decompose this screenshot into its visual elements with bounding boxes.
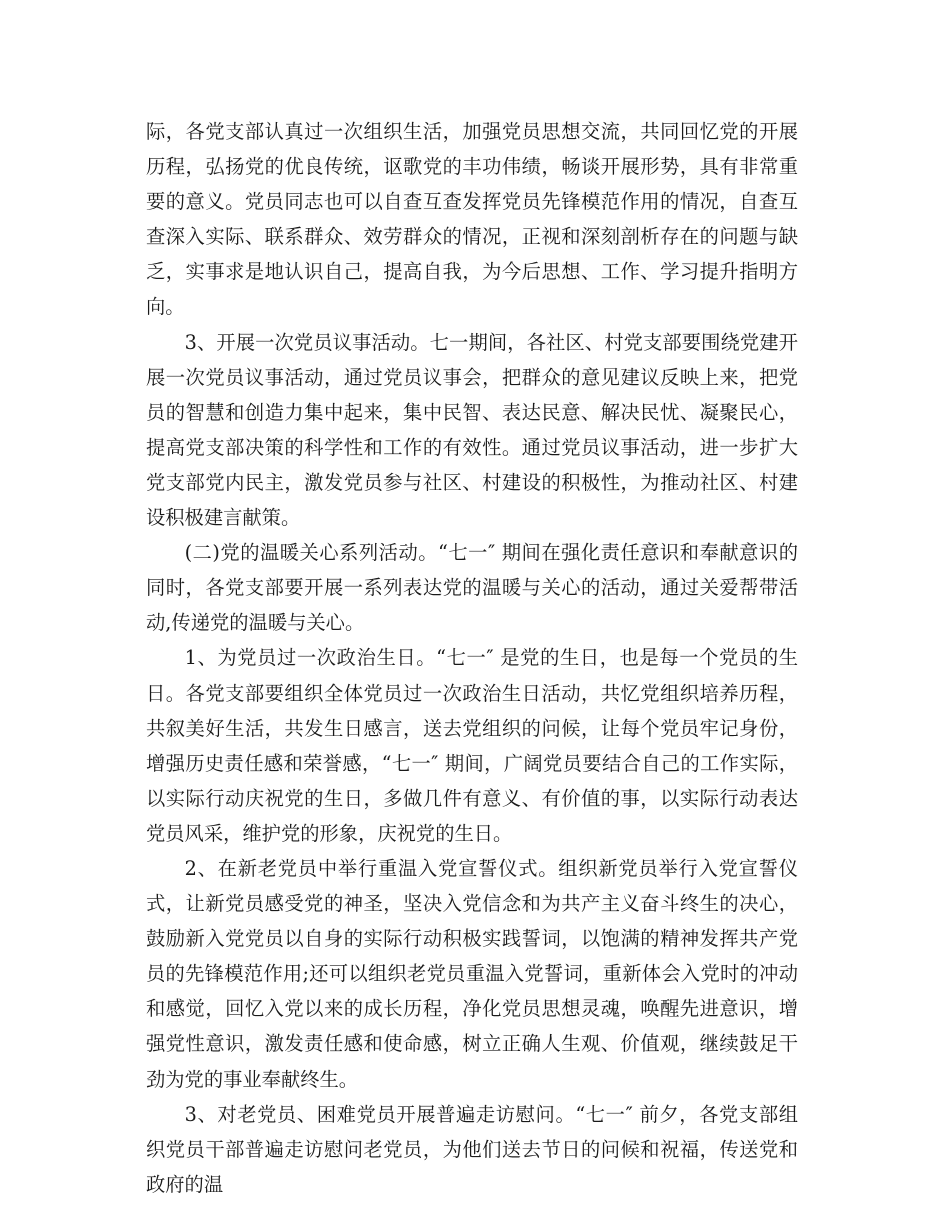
paragraph-3: (二)党的温暖关心系列活动。“七一″ 期间在强化责任意识和奉献意识的同时，各党支部要开展一系列表达党的温暖与关心的活动，通过关爱帮带活动,传递党的温暖与关心。 <box>146 541 798 635</box>
paragraph-2: 3、开展一次党员议事活动。七一期间，各社区、村党支部要围绕党建开展一次党员议事活动，通过党员议事会，把群众的意见建议反映上来，把党员的智慧和创造力集中起来，集中民智、表达民意、解决民忧、凝聚民心，提高党支部决策的科学性和工作的有效性。通过党员议事活动，进一步扩大党支部党内民主，激发党员参与社区、村建设的积极性，为推动社区、村建设积极建言献策。 <box>146 330 798 530</box>
paragraph-6: 3、对老党员、困难党员开展普遍走访慰问。“七一″ 前夕，各党支部组织党员干部普遍走访慰问老党员，为他们送去节日的问候和祝福，传送党和政府的温 <box>146 1102 798 1196</box>
paragraph-4: 1、为党员过一次政治生日。“七一″ 是党的生日，也是每一个党员的生日。各党支部要组织全体党员过一次政治生日活动，共忆党组织培养历程，共叙美好生活，共发生日感言，送去党组织的问候，让每个党员牢记身份，增强历史责任感和荣誉感，“七一″ 期间，广阔党员要结合自己的工作实际，以实际行动庆祝党的生日，多做几件有意义、有价值的事，以实际行动表达党员风采，维护党的形象，庆祝党的生日。 <box>146 646 798 845</box>
paragraph-1: 际，各党支部认真过一次组织生活，加强党员思想交流，共同回忆党的开展历程，弘扬党的优良传统，讴歌党的丰功伟绩，畅谈开展形势，具有非常重要的意义。党员同志也可以自查互查发挥党员先锋模范作用的情况，自查互查深入实际、联系群众、效劳群众的情况，正视和深刻剖析存在的问题与缺乏，实事求是地认识自己，提高自我，为今后思想、工作、学习提升指明方向。 <box>146 120 798 319</box>
document-body <box>146 114 798 1202</box>
paragraph-5: 2、在新老党员中举行重温入党宣誓仪式。组织新党员举行入党宣誓仪式，让新党员感受党的神圣，坚决入党信念和为共产主义奋斗终生的决心，鼓励新入党党员以自身的实际行动积极实践誓词，以饱满的精神发挥共产党员的先锋模范作用;还可以组织老党员重温入党誓词，重新体会入党时的冲动和感觉，回忆入党以来的成长历程，净化党员思想灵魂，唤醒先进意识，增强党性意识，激发责任感和使命感，树立正确人生观、价值观，继续鼓足干劲为党的事业奉献终生。 <box>146 856 798 1091</box>
